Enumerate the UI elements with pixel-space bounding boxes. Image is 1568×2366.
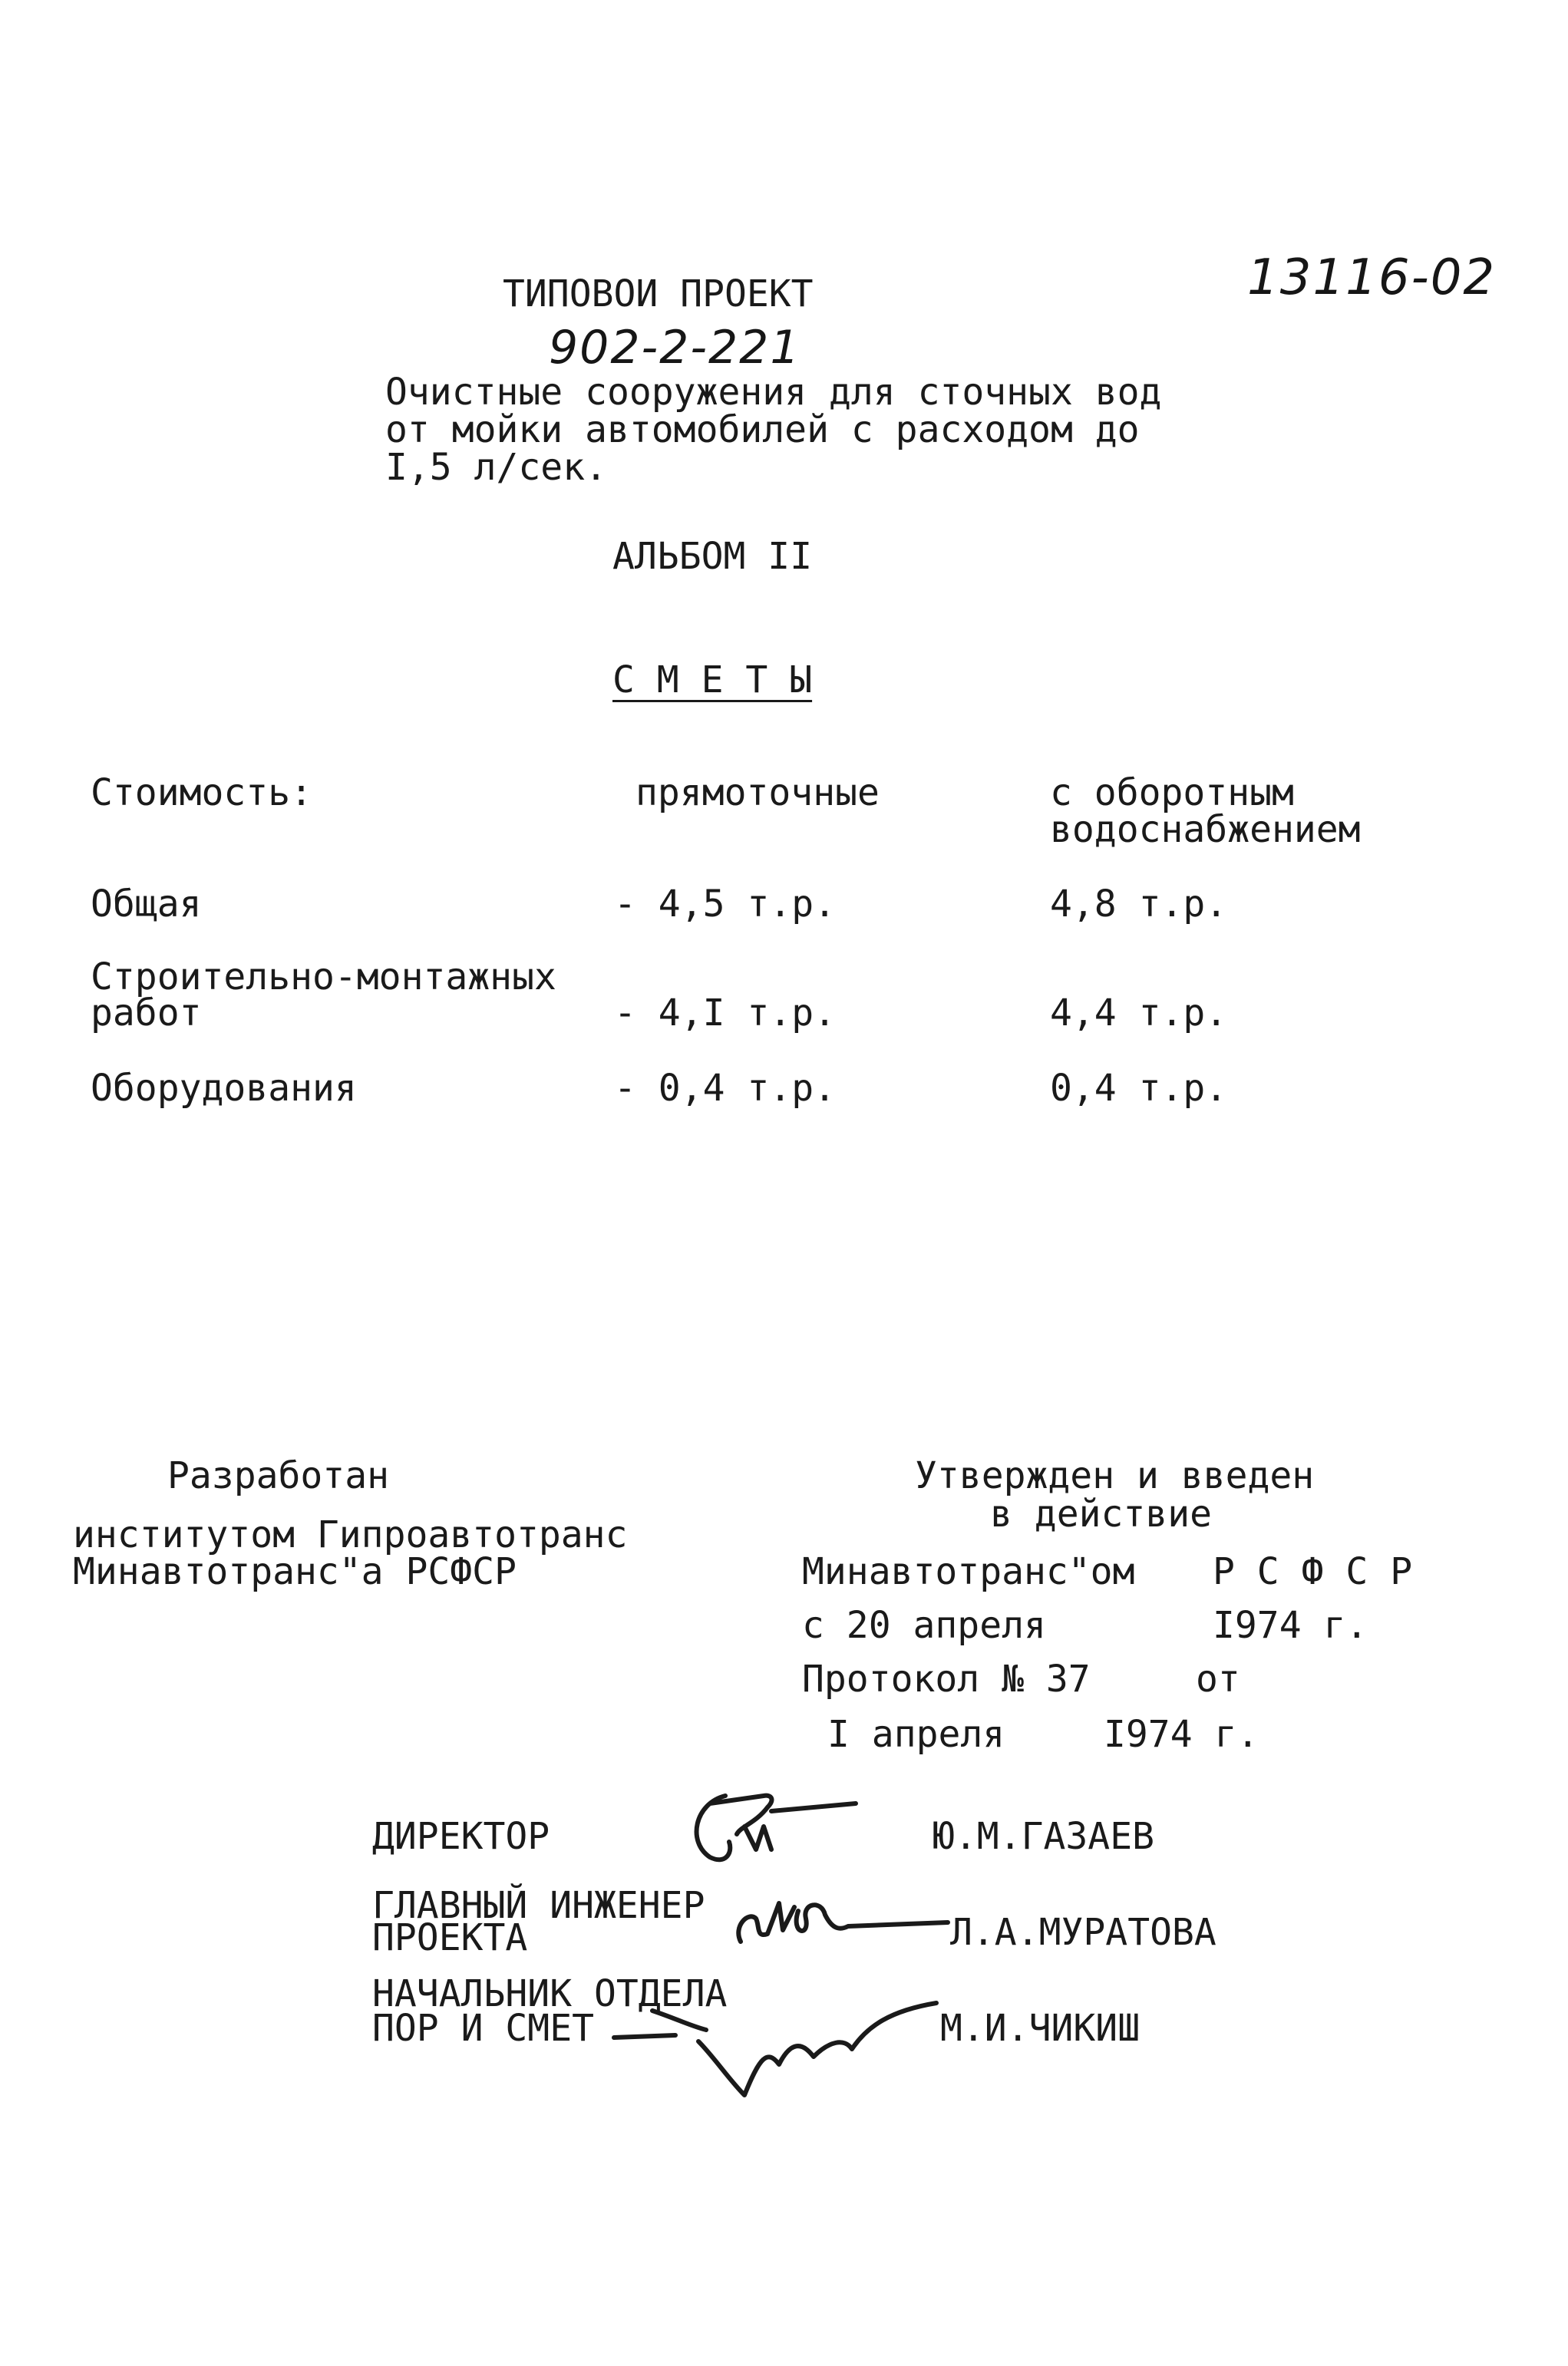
protocol-from: от [1196, 1658, 1240, 1701]
approval-republic: Р С Ф С Р [1213, 1550, 1413, 1593]
row-construction-label-line1: Строительно-монтажных [91, 955, 556, 998]
chief-engineer-signature [725, 1873, 956, 1957]
protocol-year: I974 г. [1104, 1713, 1259, 1756]
approval-year: I974 г. [1213, 1604, 1368, 1647]
director-signature [679, 1780, 879, 1873]
department-head-title-line2: ПОР И СМЕТ [372, 2007, 594, 2050]
col-header-recycled-line1: с оборотным [1050, 771, 1294, 814]
chief-engineer-title-line2: ПРОЕКТА [372, 1916, 528, 1959]
approval-date: с 20 апреля [802, 1604, 1046, 1647]
protocol-date: I апреля [827, 1713, 1005, 1756]
archive-number-handwritten: 13116-02 [1247, 249, 1497, 306]
row-total-direct: - 4,5 т.р. [614, 883, 836, 926]
chief-engineer-title-line1: ГЛАВНЫЙ ИНЖЕНЕР [372, 1884, 705, 1927]
department-head-title-line1: НАЧАЛЬНИК ОТДЕЛА [372, 1972, 728, 2015]
cost-header-label: Стоимость: [91, 771, 312, 814]
department-head-name: М.И.ЧИКИШ [940, 2007, 1141, 2050]
row-construction-direct: - 4,I т.р. [614, 992, 836, 1035]
chief-engineer-name: Л.А.МУРАТОВА [950, 1911, 1216, 1954]
title-line-2: от мойки автомобилей с расходом до [385, 408, 1140, 451]
director-name: Ю.М.ГАЗАЕВ [933, 1815, 1154, 1858]
approval-ministry: Минавтотранс"ом [802, 1550, 1135, 1593]
approval-line-2: в действие [990, 1493, 1212, 1536]
developer-line-2: институтом Гипроавтотранс [73, 1513, 628, 1556]
section-title: С М Е Т Ы [612, 658, 813, 701]
director-title: ДИРЕКТОР [372, 1815, 550, 1858]
col-header-recycled-line2: водоснабжением [1050, 808, 1361, 851]
title-line-3: I,5 л/сек. [385, 446, 607, 489]
developer-line-3: Минавтотранс"а РСФСР [73, 1550, 517, 1593]
protocol-number: Протокол № 37 [802, 1658, 1091, 1701]
title-line-1: Очистные сооружения для сточных вод [385, 371, 1162, 414]
row-total-recycled: 4,8 т.р. [1050, 883, 1228, 926]
row-construction-label-line2: работ [91, 992, 202, 1035]
row-equipment-direct: - 0,4 т.р. [614, 1067, 836, 1110]
row-equipment-recycled: 0,4 т.р. [1050, 1067, 1228, 1110]
project-number-handwritten: 902-2-221 [549, 321, 801, 375]
album-label: АЛЬБОМ II [612, 535, 813, 578]
approval-line-1: Утвержден и введен [915, 1454, 1315, 1497]
developer-line-1: Разработан [167, 1454, 389, 1497]
row-total-label: Общая [91, 883, 202, 926]
col-header-direct: прямоточные [635, 771, 880, 814]
row-construction-recycled: 4,4 т.р. [1050, 992, 1228, 1035]
row-equipment-label: Оборудования [91, 1067, 357, 1110]
department-head-signature [583, 1965, 952, 2103]
project-type-heading: ТИПОВОИ ПРОЕКТ [503, 272, 814, 315]
